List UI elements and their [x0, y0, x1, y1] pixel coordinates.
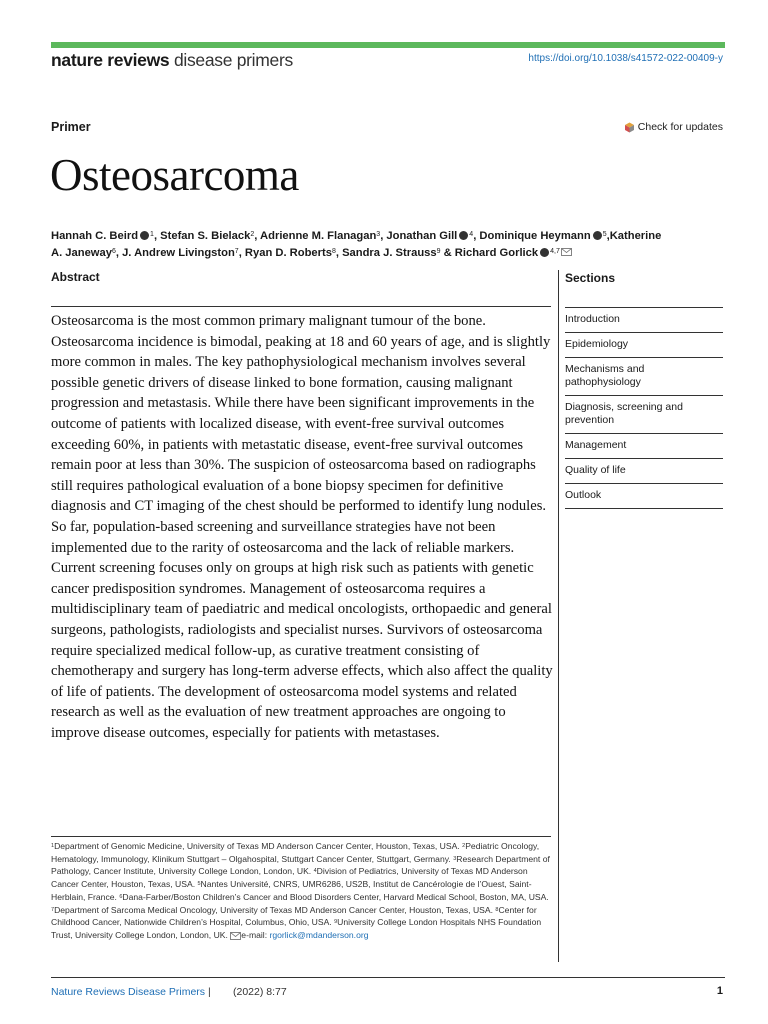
check-updates-label: Check for updates [637, 121, 723, 133]
sections-nav [565, 307, 723, 509]
footer-journal-name: Nature Reviews Disease Primers [51, 986, 206, 998]
orcid-icon[interactable] [459, 231, 468, 240]
author-separator: , [115, 247, 123, 259]
affiliation-text: Dana-Farber/Boston Children’s Cancer and Blood Disorders Center, Harvard Medical School, Boston, MA, USA. [122, 891, 549, 902]
section-link-diagnosis[interactable]: Diagnosis, screening and prevention [565, 395, 723, 433]
author-separator: , [380, 230, 387, 242]
author-name[interactable]: Adrienne M. Flanagan [260, 230, 377, 242]
footer-separator: | [208, 986, 211, 998]
affiliations [51, 840, 556, 942]
orcid-icon[interactable] [540, 248, 549, 257]
affiliation-number: 8 [495, 906, 499, 913]
email-label: e-mail: [241, 929, 270, 940]
author-affiliation-ref: 3 [376, 231, 381, 238]
author-affiliation-ref: 7 [234, 248, 239, 255]
footer-year-volume: (2022) 8:77 [233, 986, 287, 998]
section-link-introduction[interactable]: Introduction [565, 307, 723, 332]
section-link-management[interactable]: Management [565, 433, 723, 458]
affiliation-number: 6 [119, 893, 123, 900]
author-affiliation-ref: 5 [602, 231, 607, 238]
journal-logo[interactable] [51, 50, 293, 71]
column-divider [558, 270, 559, 962]
page-number: 1 [716, 985, 723, 997]
author-list [51, 228, 671, 262]
sections-heading: Sections [565, 271, 616, 285]
author-affiliation-ref: 2 [250, 231, 255, 238]
author-name[interactable]: Stefan S. Bielack [160, 230, 251, 242]
author-name[interactable]: Richard Gorlick [454, 247, 539, 259]
affiliation-text: University College London Hospitals NHS Foundation Trust, University College London, London, UK. [51, 917, 542, 940]
affiliation-text: Division of Pediatrics, University of Texas MD Anderson Cancer Center, Houston, Texas, USA. [51, 866, 528, 890]
affiliation-text: Research Department of Pathology, Cancer Institute, University College London, London, UK. [51, 853, 550, 877]
author-affiliation-ref: 4,7 [550, 248, 560, 255]
article-title: Osteosarcoma [50, 150, 299, 200]
check-updates-icon [624, 122, 635, 133]
author-name[interactable]: J. Andrew Livingston [122, 247, 235, 259]
abstract-heading: Abstract [51, 270, 100, 284]
affiliation-number: 2 [462, 843, 466, 849]
doi-link[interactable]: https://doi.org/10.1038/s41572-022-00409-y [528, 53, 723, 64]
author-affiliation-ref: 1 [150, 231, 154, 238]
header-accent-bar [51, 42, 725, 48]
section-link-outlook[interactable]: Outlook [565, 483, 723, 509]
section-link-epidemiology[interactable]: Epidemiology [565, 332, 723, 357]
affiliation-number: 7 [51, 906, 55, 913]
author-separator: , [473, 230, 480, 242]
author-affiliation-ref: 8 [331, 248, 336, 255]
author-name[interactable]: Jonathan Gill [386, 230, 458, 242]
author-name[interactable]: Hannah C. Beird [51, 230, 139, 242]
mail-icon[interactable] [561, 248, 572, 256]
author-separator: , [606, 230, 610, 242]
affiliation-number: 1 [51, 843, 55, 849]
section-link-mechanisms[interactable]: Mechanisms and pathophysiology [565, 357, 723, 395]
author-affiliation-ref: 6 [111, 248, 116, 255]
affiliation-text: Department of Sarcoma Medical Oncology, University of Texas MD Anderson Cancer Center, Houston, Texas, USA. [54, 904, 496, 915]
journal-brand: nature reviews [51, 50, 170, 70]
affiliation-text: Nantes Université, CNRS, UMR6286, US2B, Institut de Cancérologie de l’Ouest, Saint-Herblain, France. [51, 879, 532, 902]
affiliation-text: Center for Childhood Cancer, Nationwide Children’s Hospital, Columbus, Ohio, USA. [51, 904, 537, 928]
corresponding-email-link[interactable]: rgorlick@mdanderson.org [269, 929, 369, 940]
author-name[interactable]: Katherine A. Janeway [51, 230, 662, 259]
affiliation-number: 3 [453, 855, 457, 862]
abstract-rule [51, 306, 551, 307]
footer-journal[interactable] [51, 986, 211, 998]
article-type: Primer [51, 120, 91, 134]
author-separator: , [153, 230, 161, 242]
journal-subtitle: disease primers [173, 50, 293, 70]
author-affiliation-ref: 4 [469, 231, 474, 238]
mail-icon [230, 932, 241, 940]
affiliation-text: Pediatric Oncology, Hematology, Immunology, Klinikum Stuttgart – Olgahospital, Stuttgart Cancer Center, Stuttgart, Germany. [51, 841, 540, 864]
author-name[interactable]: Ryan D. Roberts [244, 247, 332, 259]
section-link-quality-of-life[interactable]: Quality of life [565, 458, 723, 483]
abstract-text: Osteosarcoma is the most common primary malignant tumour of the bone. Osteosarcoma incidence is bimodal, peaking at 18 and 60 years of age, and is slightly more common in males. The key pathophysiological mechanism involves several possible genetic drivers of disease linked to bone formation, causing malignant progression and metastasis. While there have been significant improvements in the outcome of patients with localized disease, with event-free survival outcomes exceeding 60%, in patients with metastatic disease, event-free survival outcomes remain poor at less than 30%. The suspicion of osteosarcoma based on radiographs still requires pathological evaluation of a bone biopsy specimen for definitive diagnosis and CT imaging of the chest should be performed to identify lung nodules. So far, population-based screening and surveillance strategies have not been implemented due to the rarity of osteosarcoma and the lack of reliable markers. Current screening focuses only on groups at high risk such as patients with genetic cancer predisposition syndromes. Management of osteosarcoma requires a multidisciplinary team of paediatric and medical oncologists, orthopaedic and general surgeons, pathologists, radiologists and specialist nurses. Survivors of osteosarcoma require specialized medical follow-up, as curative treatment consisting of chemotherapy and surgery has long-term adverse effects, which also affect the quality of life of patients. The development of osteosarcoma model systems and related research as well as the evaluation of new treatment approaches are ongoing to improve disease outcomes, especially for patients with metastases. [51, 313, 553, 741]
affiliation-number: 4 [313, 868, 317, 875]
footer-rule [51, 977, 725, 978]
orcid-icon[interactable] [593, 231, 602, 240]
author-name[interactable]: Dominique Heymann [479, 230, 591, 242]
affiliation-number: 5 [197, 881, 201, 888]
author-separator: , [238, 247, 245, 259]
author-affiliation-ref: 9 [436, 248, 441, 255]
author-separator: & [440, 247, 455, 259]
affiliations-rule [51, 836, 551, 837]
author-name[interactable]: Sandra J. Strauss [342, 247, 437, 259]
author-separator: , [254, 230, 261, 242]
affiliation-number: 9 [334, 919, 338, 926]
check-for-updates-button[interactable] [624, 121, 723, 133]
orcid-icon[interactable] [140, 231, 149, 240]
author-separator: , [335, 247, 343, 259]
affiliation-text: Department of Genomic Medicine, University of Texas MD Anderson Cancer Center, Houston, Texas, USA. [54, 841, 463, 851]
